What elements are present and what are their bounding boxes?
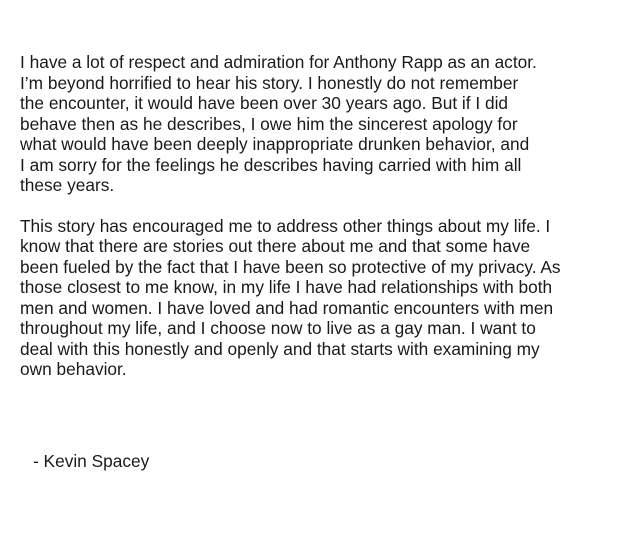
- signature: - Kevin Spacey: [33, 451, 150, 471]
- paragraph-line: these years.: [20, 175, 115, 195]
- paragraph-1: [20, 52, 625, 196]
- paragraph-line: This story has encouraged me to address other things about my life. I: [20, 215, 551, 236]
- paragraph-line: deal with this honestly and openly and that starts with examining my: [20, 338, 540, 359]
- paragraph-line: I have a lot of respect and admiration for Anthony Rapp as an actor.: [20, 52, 537, 72]
- paragraph-line: been fueled by the fact that I have been so protective of my privacy. As: [20, 256, 561, 277]
- paragraph-line: I’m beyond horrified to hear his story. I honestly do not remember: [20, 72, 519, 93]
- paragraph-spacer: [20, 196, 625, 216]
- paragraph-line: what would have been deeply inappropriate drunken behavior, and: [20, 134, 530, 154]
- paragraph-line: I am sorry for the feelings he describes having carried with him all: [20, 154, 522, 175]
- paragraph-line: the encounter, it would have been over 30 years ago. But if I did: [20, 93, 509, 113]
- paragraph-line: know that there are stories out there about me and that some have: [20, 236, 531, 256]
- paragraph-line: own behavior.: [20, 359, 127, 379]
- paragraph-line: throughout my life, and I choose now to live as a gay man. I want to: [20, 318, 536, 338]
- paragraph-line: those closest to me know, in my life I have had relationships with both: [20, 277, 553, 297]
- paragraph-line: men and women. I have loved and had romantic encounters with men: [20, 297, 554, 318]
- statement-body: [20, 52, 625, 380]
- paragraph-line: behave then as he describes, I owe him the sincerest apology for: [20, 113, 518, 134]
- paragraph-2: [20, 216, 625, 380]
